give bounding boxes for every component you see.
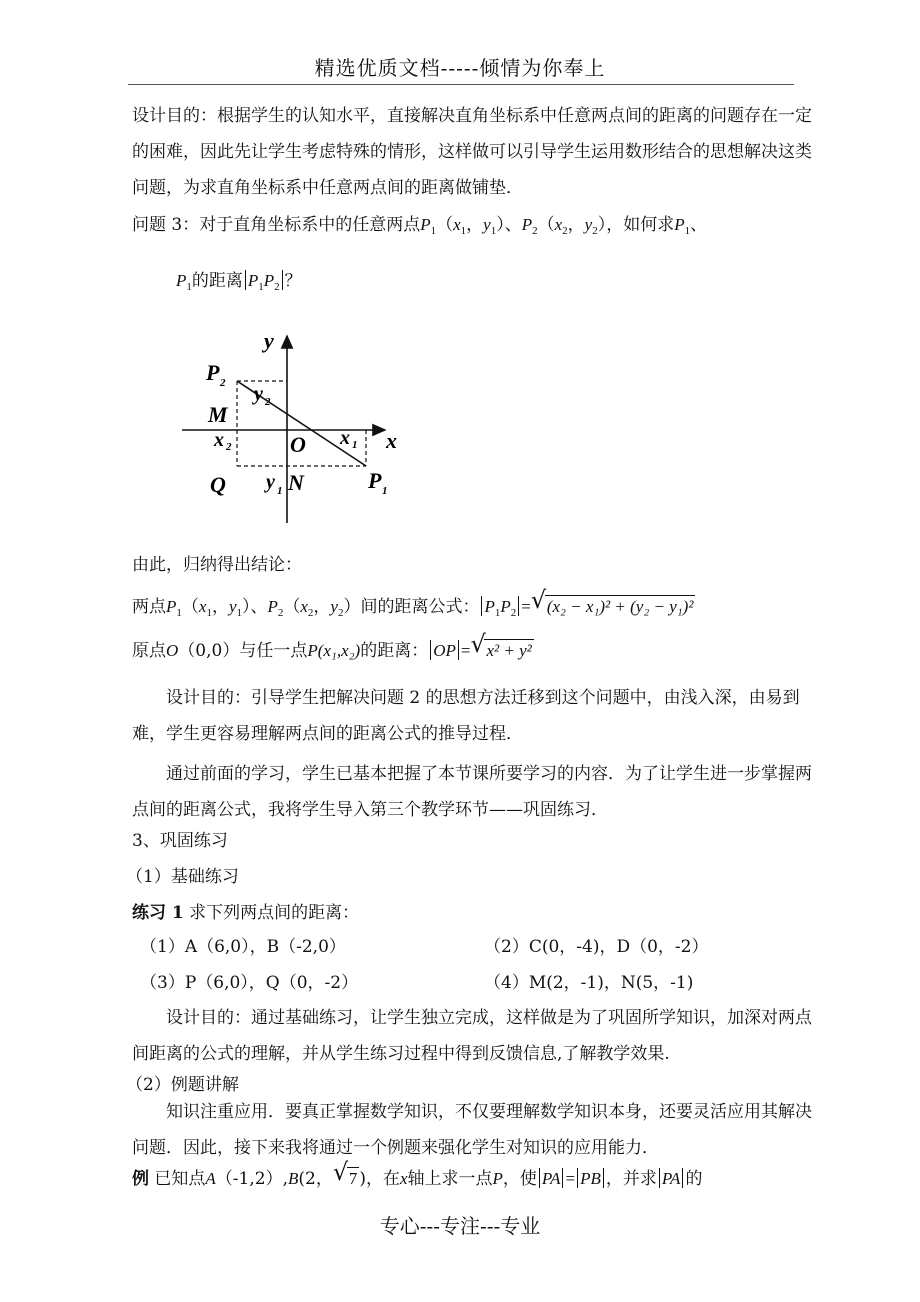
p2-label: P (206, 360, 220, 385)
sqrt-seven: √ 7 (332, 1158, 358, 1188)
x1-label: x (340, 427, 350, 449)
distance-formula-line: 两点$P_1(x_1$，$y_1$）、$P_2(x_2$，$y_2$）间的距离公式： $P_1P_2$ = √ (x₂ − x₁)² + (y₂ − y₁)² (132, 592, 695, 628)
x-axis-label: x (386, 428, 397, 453)
x2-label-sub: 2 (226, 441, 232, 453)
p2-label-sub: 2 (220, 377, 226, 389)
y1-label: y (266, 471, 275, 493)
exercise-item-2: （2）C(0，-4)，D（0，-2） (484, 937, 709, 957)
conclusion-intro: 由此，归纳得出结论： (132, 555, 302, 575)
x1-label-sub: 1 (352, 439, 358, 451)
section-3-heading: 3、巩固练习 (132, 831, 228, 851)
exercise-item-1: （1）A（6,0），B（-2,0） (140, 937, 346, 957)
p1-label: P (368, 468, 382, 493)
x2-label: x (214, 429, 224, 451)
q-label: Q (210, 472, 226, 497)
n-label: N (288, 470, 304, 495)
exercise-item-4: （4）M(2，-1)，N(5，-1) (484, 973, 694, 993)
exercise-1-prompt: 练习 1 求下列两点间的距离： (132, 903, 360, 923)
y1-label-sub: 1 (277, 485, 283, 497)
question-3-line-2: $P_1$的距离 $P_1P_2$ ？ (176, 271, 302, 293)
p1-label-sub: 1 (382, 485, 388, 497)
application-paragraph: 知识注重应用．要真正掌握数学知识，不仅要理解数学知识本身，还要灵活应用其解决问题．因此，接下来我将通过一个例题来强化学生对知识的应用能力． (132, 1102, 812, 1158)
question-3-line-1: 问题 3：对于直角坐标系中的任意两点$P_1(x_1$，$y_1$）、$P_2(x_2$，$y_2$），如何求$P_1$、 (132, 215, 708, 237)
example-line: 例 已知点A（-1,2）,B(2， √ 7 )，在x轴上求一点P，使 PA = PB ，并求 PA 的 (132, 1164, 702, 1194)
design-purpose-paragraph-2: 设计目的：引导学生把解决问题 2 的思想方法迁移到这个问题中，由浅入深，由易到难，学生更容易理解两点间的距离公式的推导过程． (132, 688, 800, 744)
y2-label-sub: 2 (265, 396, 271, 408)
subsection-example: （2）例题讲解 (126, 1075, 239, 1095)
origin-label: O (290, 432, 306, 457)
y-axis-label: y (264, 328, 274, 353)
design-purpose-paragraph-1: 设计目的：根据学生的认知水平，直接解决直角坐标系中任意两点间的距离的问题存在一定的困难，因此先让学生考虑特殊的情形，这样做可以引导学生运用数形结合的思想解决这类问题，为求直角坐标系中任意两点间的距离做铺垫． (132, 106, 812, 198)
subsection-basic-practice: （1）基础练习 (126, 867, 239, 887)
header-rule (128, 84, 794, 85)
coordinate-figure (180, 328, 440, 528)
origin-distance-line: 原点O（0,0）与任一点P(x₁,x₂)的距离： OP = √ x² + y² (132, 636, 534, 666)
page-footer: 专心---专注---专业 (379, 1214, 541, 1238)
m-label: M (208, 402, 228, 427)
design-purpose-paragraph-3: 设计目的：通过基础练习，让学生独立完成，这样做是为了巩固所学知识，加深对两点间距离的公式的理解，并从学生练习过程中得到反馈信息,了解教学效果. (132, 1008, 812, 1064)
distance-radical: √ (x₂ − x₁)² + (y₂ − y₁)² (530, 586, 694, 616)
transition-paragraph: 通过前面的学习，学生已基本把握了本节课所要学习的内容．为了让学生进一步掌握两点间的距离公式，我将学生导入第三个教学环节——巩固练习． (132, 764, 812, 820)
y2-label: y (254, 383, 263, 405)
exercise-item-3: （3）P（6,0），Q（0，-2） (140, 973, 359, 993)
page-header: 精选优质文档-----倾情为你奉上 (314, 56, 606, 80)
origin-radical: √ x² + y² (470, 630, 532, 660)
